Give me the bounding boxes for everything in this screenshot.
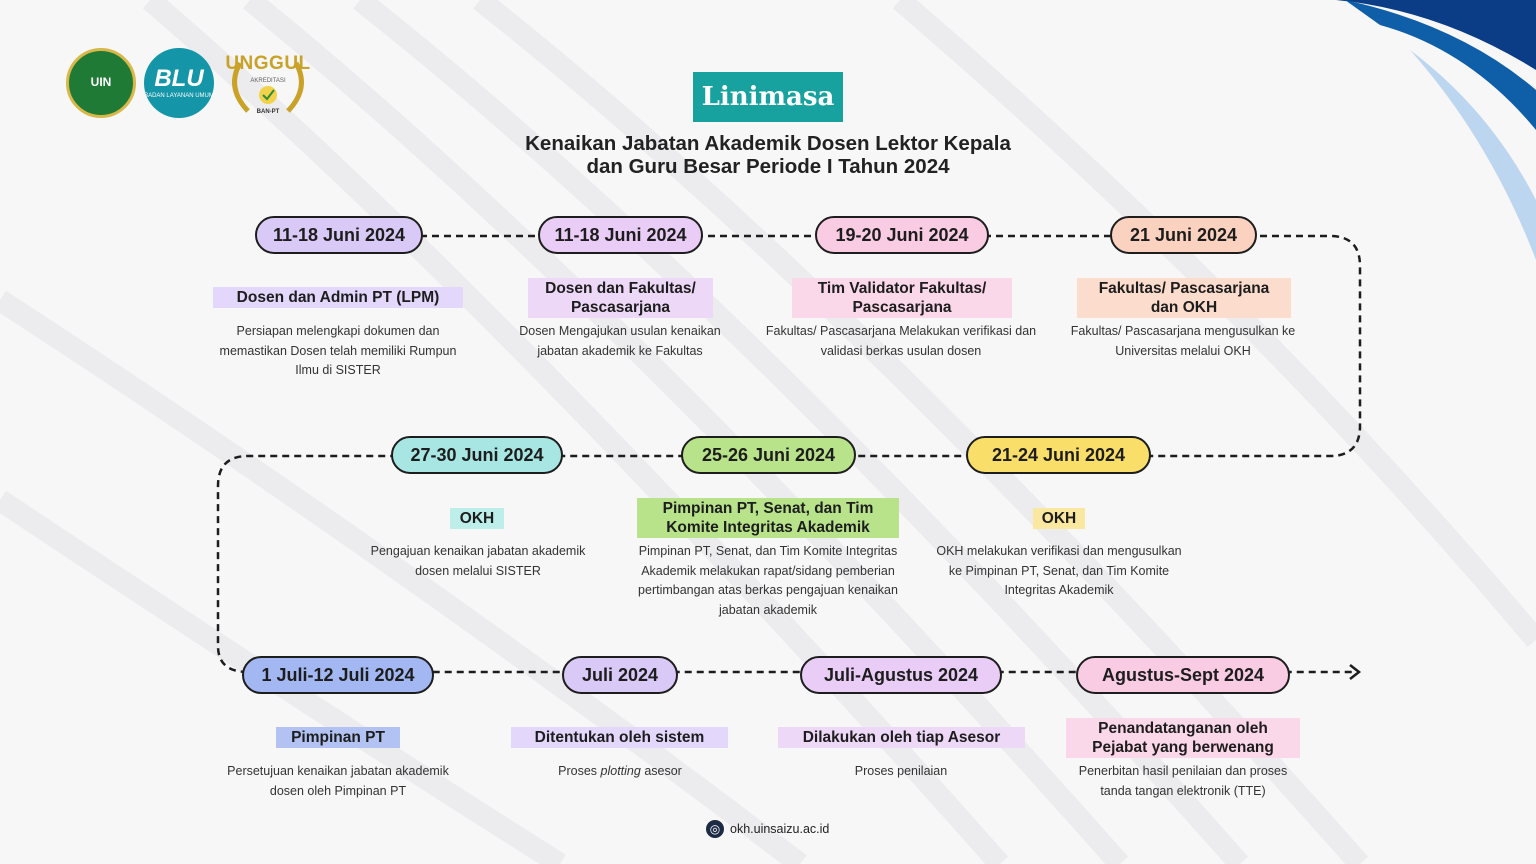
blu-logo-text: BLU xyxy=(154,65,204,92)
step-2-date: 11-18 Juni 2024 xyxy=(538,216,703,254)
step-2-desc: Dosen Mengajukan usulan kenaikan jabatan akademik ke Fakultas xyxy=(519,324,721,358)
step-5-date: 21-24 Juni 2024 xyxy=(966,436,1151,474)
step-4-desc: Fakultas/ Pascasarjana mengusulkan ke Universitas melalui OKH xyxy=(1070,324,1296,358)
footer xyxy=(706,820,829,838)
step-5-desc: OKH melakukan verifikasi dan mengusulkan ke Pimpinan PT, Senat, dan Tim Komite Integritas Akademik xyxy=(936,544,1182,597)
step-3-date: 19-20 Juni 2024 xyxy=(815,216,989,254)
step-3-desc: Fakultas/ Pascasarjana Melakukan verifikasi dan validasi berkas usulan dosen xyxy=(765,324,1037,358)
step-1-desc: Persiapan melengkapi dokumen dan memastikan Dosen telah memiliki Rumpun Ilmu di SISTER xyxy=(219,324,457,377)
step-1-role: Dosen dan Admin PT (LPM) xyxy=(213,287,463,308)
unggul-logo-subtext: AKREDITASI xyxy=(250,78,286,84)
step-9-desc xyxy=(520,762,720,782)
step-10-role: Dilakukan oleh tiap Asesor xyxy=(778,727,1025,748)
website-link[interactable]: okh.uinsaizu.ac.id xyxy=(730,822,830,836)
step-10-date: Juli-Agustus 2024 xyxy=(800,656,1002,694)
step-8-desc: Persetujuan kenaikan jabatan akademik dosen oleh Pimpinan PT xyxy=(227,764,449,798)
step-9-date: Juli 2024 xyxy=(562,656,678,694)
blu-logo-subtext: BADAN LAYANAN UMUM xyxy=(144,93,214,99)
step-8-role: Pimpinan PT xyxy=(276,727,400,748)
page-title: Linimasa xyxy=(693,72,843,122)
step-7-role: OKH xyxy=(450,508,504,529)
step-8-date: 1 Juli-12 Juli 2024 xyxy=(242,656,434,694)
step-3-role: Tim Validator Fakultas/ Pascasarjana xyxy=(792,278,1012,318)
step-5-role: OKH xyxy=(1033,508,1085,529)
step-2-role: Dosen dan Fakultas/ Pascasarjana xyxy=(528,278,713,318)
unggul-logo-text: UNGGUL xyxy=(225,53,311,74)
step-6-role: Pimpinan PT, Senat, dan Tim Komite Integritas Akademik xyxy=(637,498,899,538)
step-6-desc: Pimpinan PT, Senat, dan Tim Komite Integritas Akademik melakukan rapat/sidang pemberian pertimbangan atas berkas pengajuan kenaikan jabatan akademik xyxy=(638,544,898,617)
step-4-role: Fakultas/ Pascasarjana dan OKH xyxy=(1077,278,1291,318)
step-6-date: 25-26 Juni 2024 xyxy=(681,436,856,474)
step-9-desc-post: asesor xyxy=(640,764,682,778)
step-1-date: 11-18 Juni 2024 xyxy=(255,216,423,254)
step-10-desc: Proses penilaian xyxy=(854,764,948,778)
step-11-role: Penandatanganan oleh Pejabat yang berwenang xyxy=(1066,718,1300,758)
subtitle-line-1: Kenaikan Jabatan Akademik Dosen Lektor Kepala xyxy=(525,132,1011,155)
step-9-role: Ditentukan oleh sistem xyxy=(511,727,728,748)
unggul-logo-org: BAN-PT xyxy=(256,109,280,115)
step-4-date: 21 Juni 2024 xyxy=(1110,216,1257,254)
step-9-desc-pre: Proses xyxy=(558,764,601,778)
uin-logo-text: UIN xyxy=(90,75,112,89)
subtitle-line-2: dan Guru Besar Periode I Tahun 2024 xyxy=(586,155,950,178)
step-11-date: Agustus-Sept 2024 xyxy=(1076,656,1290,694)
step-7-desc: Pengajuan kenaikan jabatan akademik dosen melalui SISTER xyxy=(370,544,586,578)
step-11-desc: Penerbitan hasil penilaian dan proses tanda tangan elektronik (TTE) xyxy=(1078,764,1288,798)
globe-icon: ◎ xyxy=(706,820,724,838)
step-9-desc-em: plotting xyxy=(600,764,641,778)
step-7-date: 27-30 Juni 2024 xyxy=(391,436,563,474)
